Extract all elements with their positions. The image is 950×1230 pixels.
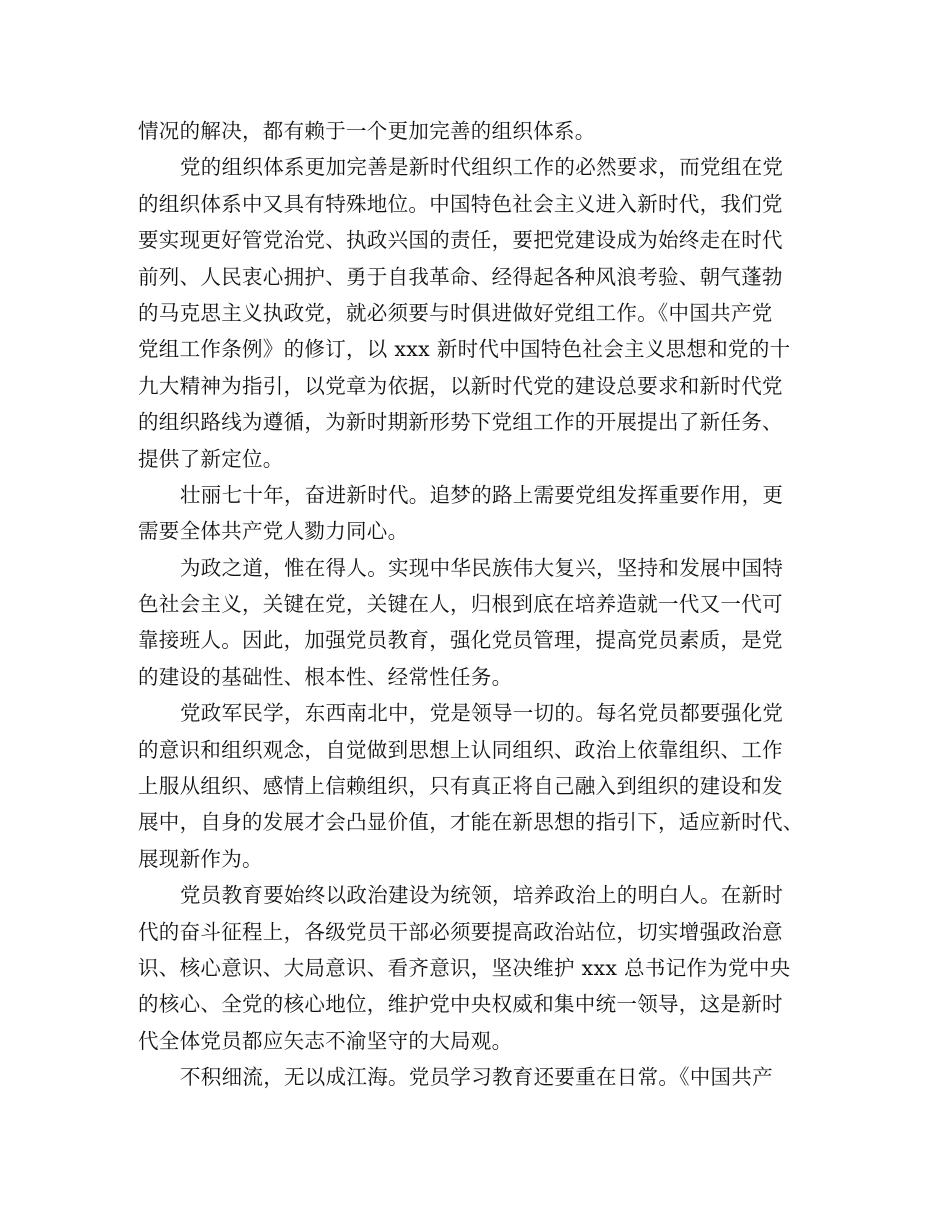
paragraph-4 — [138, 550, 828, 696]
text-line: 代的奋斗征程上，各级党员干部必须要提高政治站位，切实增强政治意 — [138, 919, 783, 944]
text-line: 色社会主义，关键在党，关键在人，归根到底在培养造就一代又一代可 — [138, 592, 783, 617]
text-line: 需要全体共产党人勠力同心。 — [138, 519, 409, 544]
text-line: 壮丽七十年，奋进新时代。追梦的路上需要党组发挥重要作用，更 — [180, 482, 784, 507]
text-line: 的建设的基础性、根本性、经常性任务。 — [138, 664, 513, 689]
document-page — [138, 113, 828, 1096]
text-line: 党员教育要始终以政治建设为统领，培养政治上的明白人。在新时 — [180, 883, 784, 908]
text-line: 的核心、全党的核心地位，维护党中央权威和集中统一领导，这是新时 — [138, 992, 783, 1017]
paragraph-1 — [138, 113, 828, 149]
text-line: 展中，自身的发展才会凸显价值，才能在新思想的指引下，适应新时代、 — [138, 810, 804, 835]
text-line: 的意识和组织观念，自觉做到思想上认同组织、政治上依靠组织、工作 — [138, 737, 783, 762]
text-line: 情况的解决，都有赖于一个更加完善的组织体系。 — [138, 119, 596, 143]
text-line: 党组工作条例》的修订，以 xxx 新时代中国特色社会主义思想和党的十 — [138, 337, 791, 362]
text-line: 前列、人民衷心拥护、勇于自我革命、经得起各种风浪考验、朝气蓬勃 — [138, 264, 783, 289]
text-line: 提供了新定位。 — [138, 446, 284, 471]
paragraph-7 — [138, 1059, 828, 1095]
text-line: 识、核心意识、大局意识、看齐意识，坚决维护 xxx 总书记作为党中央 — [138, 955, 791, 980]
paragraph-5 — [138, 695, 828, 877]
text-line: 的组织路线为遵循，为新时期新形势下党组工作的开展提出了新任务、 — [138, 410, 783, 435]
text-line: 要实现更好管党治党、执政兴国的责任，要把党建设成为始终走在时代 — [138, 228, 783, 253]
paragraph-2 — [138, 149, 828, 477]
text-line: 为政之道，惟在得人。实现中华民族伟大复兴，坚持和发展中国特 — [180, 555, 784, 580]
text-line: 九大精神为指引，以党章为依据，以新时代党的建设总要求和新时代党 — [138, 373, 783, 398]
text-line: 的组织体系中又具有特殊地位。中国特色社会主义进入新时代，我们党 — [138, 191, 783, 216]
text-line: 上服从组织、感情上信赖组织，只有真正将自己融入到组织的建设和发 — [138, 774, 783, 799]
paragraph-3 — [138, 477, 828, 550]
text-line: 代全体党员都应矢志不渝坚守的大局观。 — [138, 1028, 513, 1053]
paragraph-6 — [138, 877, 828, 1059]
text-line: 的马克思主义执政党，就必须要与时俱进做好党组工作。《中国共产党 — [138, 300, 773, 325]
text-line: 党的组织体系更加完善是新时代组织工作的必然要求，而党组在党 — [180, 155, 784, 180]
text-line: 靠接班人。因此，加强党员教育，强化党员管理，提高党员素质，是党 — [138, 628, 783, 653]
text-line: 展现新作为。 — [138, 846, 263, 871]
text-line: 不积细流，无以成江海。党员学习教育还要重在日常。《中国共产 — [180, 1065, 773, 1090]
text-line: 党政军民学，东西南北中，党是领导一切的。每名党员都要强化党 — [180, 701, 784, 726]
